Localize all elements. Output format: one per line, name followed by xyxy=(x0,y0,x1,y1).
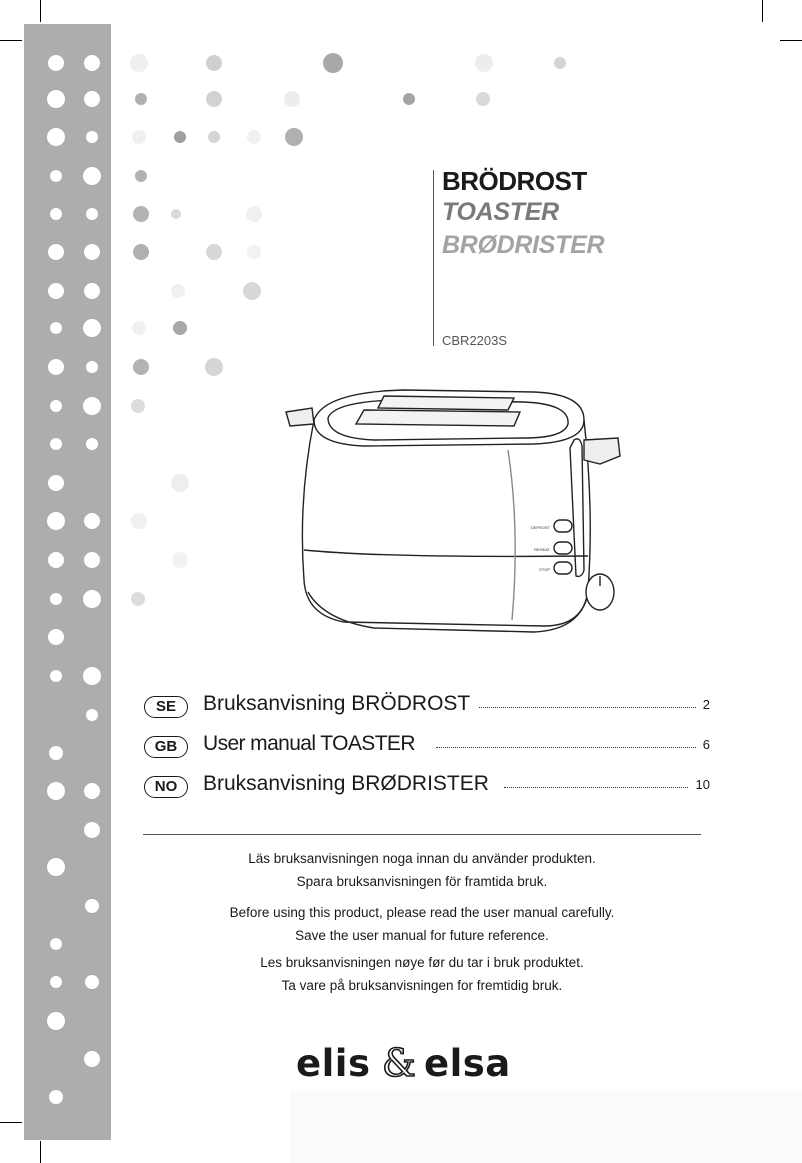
stop-label: STOP xyxy=(539,567,550,572)
gray-dot xyxy=(171,209,181,219)
gray-dot xyxy=(247,245,261,259)
sidebar-dot xyxy=(84,552,100,568)
sidebar-dot xyxy=(84,283,100,299)
sidebar-dot xyxy=(48,55,64,71)
language-badge: NO xyxy=(144,776,188,798)
sidebar-dot xyxy=(47,1012,65,1030)
sidebar-dot xyxy=(86,438,98,450)
sidebar-dot xyxy=(47,858,65,876)
toc-leader xyxy=(436,747,696,748)
gray-dot xyxy=(133,206,149,222)
sidebar-dot xyxy=(84,513,100,529)
defrost-label: DEFROST xyxy=(530,525,550,530)
note-line: Les bruksanvisningen nøye før du tar i bruk produktet. xyxy=(260,955,584,970)
sidebar-dot xyxy=(84,822,100,838)
note-line: Before using this product, please read the user manual carefully. xyxy=(229,905,615,920)
crop-mark xyxy=(780,40,802,41)
sidebar-dot xyxy=(50,400,62,412)
sidebar-dot xyxy=(86,131,98,143)
gray-dot xyxy=(132,321,146,335)
crop-mark xyxy=(762,0,763,22)
language-badge: SE xyxy=(144,696,188,718)
svg-text:&: & xyxy=(382,1041,416,1084)
sidebar-dot xyxy=(86,208,98,220)
sidebar-dot xyxy=(50,322,62,334)
toaster-illustration xyxy=(284,380,624,660)
sidebar-dot xyxy=(83,397,101,415)
toc-label: Bruksanvisning BRØDRISTER xyxy=(203,772,489,795)
gray-dot xyxy=(173,321,187,335)
toc-page-number: 10 xyxy=(695,777,710,792)
sidebar-dot xyxy=(49,746,63,760)
sidebar-dot xyxy=(48,629,64,645)
sidebar-dot xyxy=(47,128,65,146)
crop-mark xyxy=(0,1122,22,1123)
sidebar-dot xyxy=(49,1090,63,1104)
gray-dot xyxy=(476,92,490,106)
gray-dot xyxy=(133,359,149,375)
gray-dot xyxy=(131,399,145,413)
gray-dot xyxy=(285,128,303,146)
gray-dot xyxy=(284,91,300,107)
gray-dot xyxy=(247,130,261,144)
sidebar-dot xyxy=(84,244,100,260)
gray-dot xyxy=(475,54,493,72)
gray-dot xyxy=(135,93,147,105)
section-divider xyxy=(143,834,701,835)
gray-dot xyxy=(131,592,145,606)
title-divider xyxy=(433,170,434,346)
title-swedish: BRÖDROST xyxy=(442,166,587,196)
decorative-sidebar xyxy=(24,24,111,1140)
sidebar-dot xyxy=(85,975,99,989)
gray-dot xyxy=(206,55,222,71)
sidebar-dot xyxy=(86,709,98,721)
sidebar-dot xyxy=(47,90,65,108)
gray-dot xyxy=(130,54,148,72)
sidebar-dot xyxy=(50,670,62,682)
sidebar-dot xyxy=(50,976,62,988)
title-norwegian: BRØDRISTER xyxy=(442,231,605,259)
gray-dot xyxy=(403,93,415,105)
sidebar-dot xyxy=(50,170,62,182)
sidebar-dot xyxy=(48,283,64,299)
note-line: Läs bruksanvisningen noga innan du använder produkten. xyxy=(248,851,596,866)
toc-page-number: 2 xyxy=(702,697,710,712)
sidebar-dot xyxy=(48,359,64,375)
sidebar-dot xyxy=(83,667,101,685)
reheat-label: REHEAT xyxy=(534,547,550,552)
toc-page-number: 6 xyxy=(702,737,710,752)
toc-entry-no[interactable] xyxy=(144,774,710,804)
sidebar-dot xyxy=(48,244,64,260)
gray-dot xyxy=(131,513,147,529)
crop-mark xyxy=(40,0,41,22)
gray-dot xyxy=(206,244,222,260)
toc-entry-se[interactable] xyxy=(144,694,710,724)
gray-dot xyxy=(171,474,189,492)
gray-dot xyxy=(243,282,261,300)
gray-dot xyxy=(323,53,343,73)
sidebar-dot xyxy=(83,590,101,608)
gray-dot xyxy=(135,170,147,182)
gray-dot xyxy=(174,131,186,143)
crop-mark xyxy=(0,40,22,41)
sidebar-dot xyxy=(83,167,101,185)
toc-leader xyxy=(479,707,696,708)
svg-text:elis: elis xyxy=(296,1042,371,1084)
gray-dot xyxy=(246,206,262,222)
toc-label: User manual TOASTER xyxy=(203,732,415,755)
sidebar-dot xyxy=(84,91,100,107)
language-badge: GB xyxy=(144,736,188,758)
svg-text:elsa: elsa xyxy=(424,1042,511,1084)
gray-dot xyxy=(132,130,146,144)
note-norwegian xyxy=(143,951,701,997)
sidebar-dot xyxy=(48,552,64,568)
gray-dot xyxy=(171,284,185,298)
sidebar-dot xyxy=(47,782,65,800)
gray-dot xyxy=(172,552,188,568)
gray-dot xyxy=(208,131,220,143)
model-number: CBR2203S xyxy=(442,333,508,348)
sidebar-dot xyxy=(50,593,62,605)
sidebar-dot xyxy=(50,938,62,950)
toc-leader xyxy=(504,787,688,788)
sidebar-dot xyxy=(84,55,100,71)
sidebar-dot xyxy=(84,783,100,799)
note-line: Save the user manual for future reference. xyxy=(295,928,549,943)
gray-dot xyxy=(206,91,222,107)
footer-shade xyxy=(290,1090,802,1163)
sidebar-dot xyxy=(85,899,99,913)
note-swedish xyxy=(143,847,701,893)
sidebar-dot xyxy=(47,512,65,530)
sidebar-dot xyxy=(50,438,62,450)
brand-logo xyxy=(296,1040,556,1084)
sidebar-dot xyxy=(48,475,64,491)
gray-dot xyxy=(205,358,223,376)
sidebar-dot xyxy=(86,361,98,373)
gray-dot xyxy=(554,57,566,69)
note-line: Ta vare på bruksanvisningen for fremtidig bruk. xyxy=(281,978,563,993)
sidebar-dot xyxy=(50,208,62,220)
toc-label: Bruksanvisning BRÖDROST xyxy=(203,692,471,715)
sidebar-dot xyxy=(84,1051,100,1067)
crop-mark xyxy=(40,1141,41,1163)
toc-entry-gb[interactable] xyxy=(144,734,710,764)
note-line: Spara bruksanvisningen för framtida bruk. xyxy=(296,874,548,889)
sidebar-dot xyxy=(83,319,101,337)
note-english xyxy=(143,901,701,947)
title-english: TOASTER xyxy=(442,198,559,226)
gray-dot xyxy=(133,244,149,260)
